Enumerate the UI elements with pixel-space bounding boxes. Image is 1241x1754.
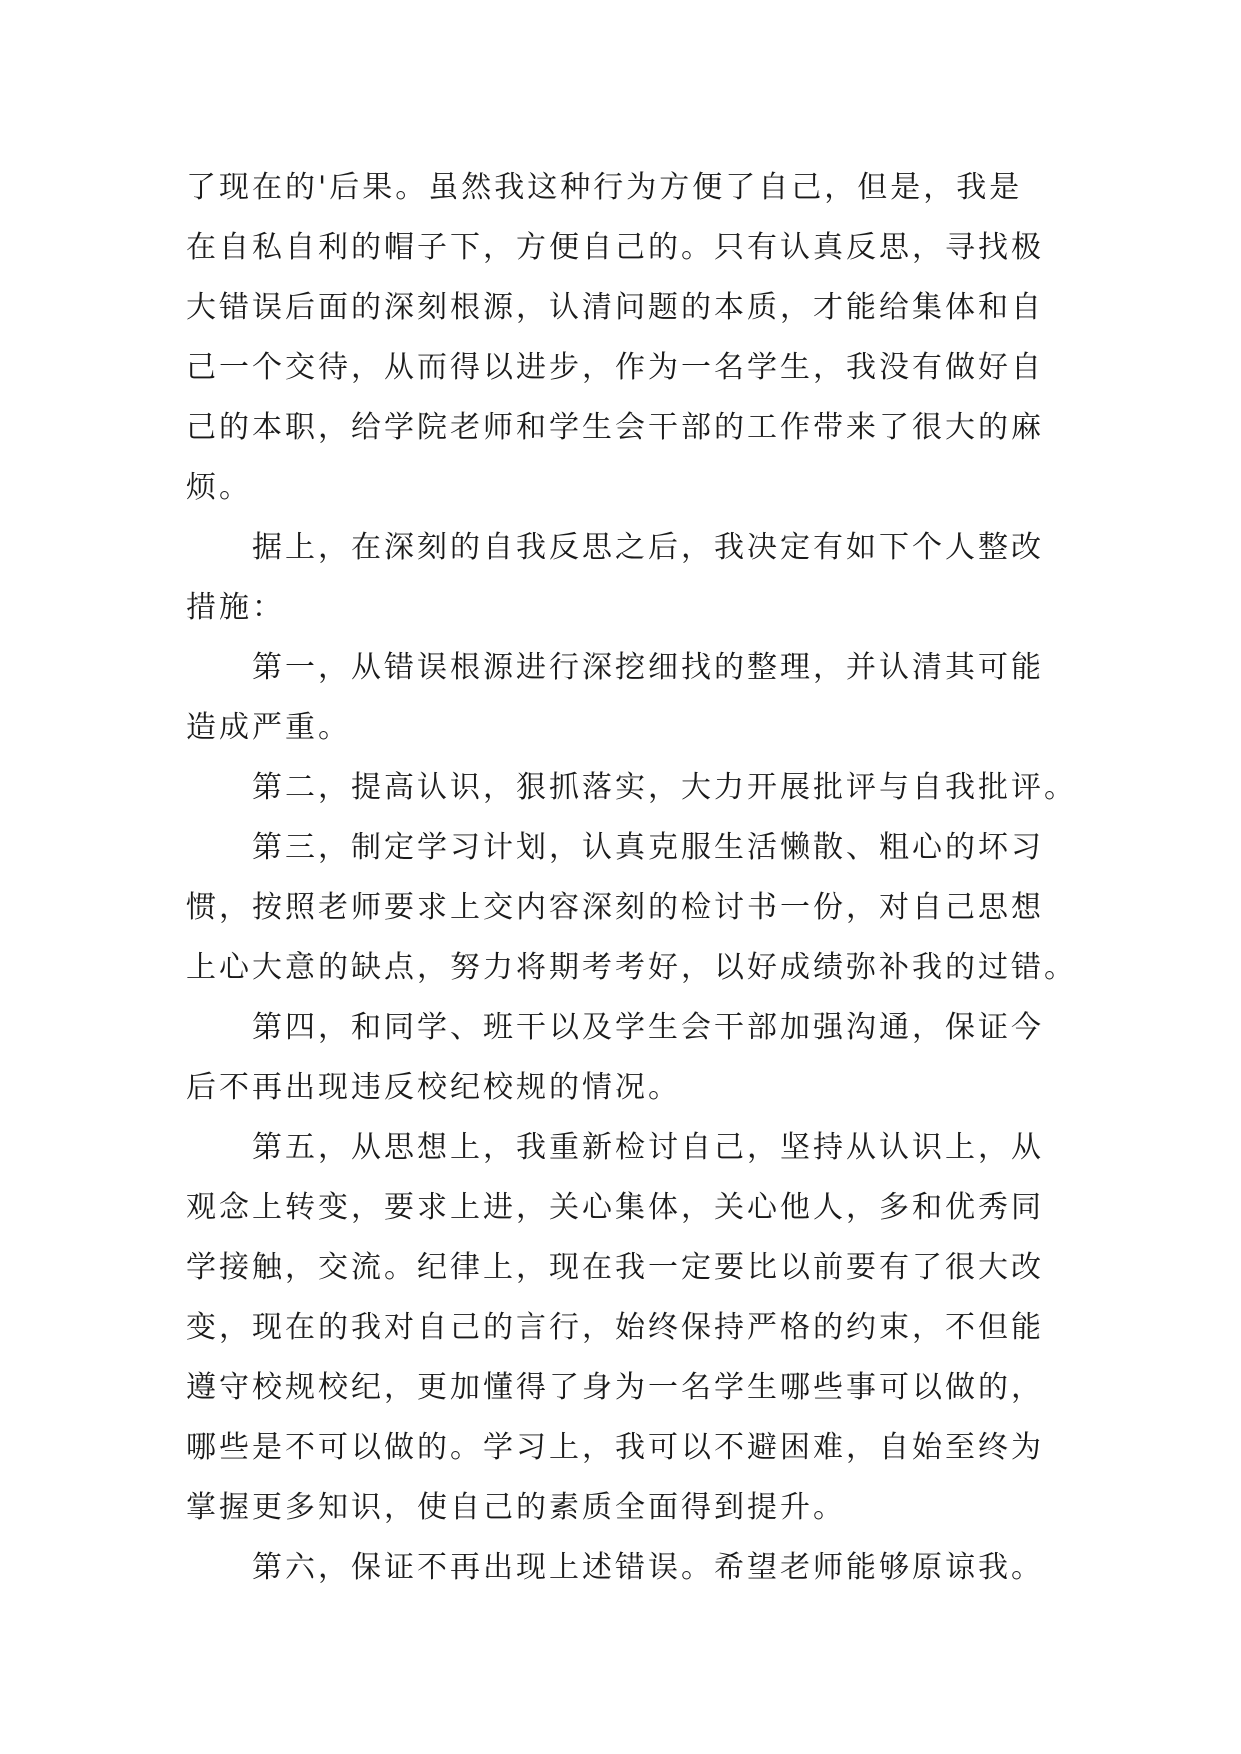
text-line: 在自私自利的帽子下，方便自己的。只有认真反思，寻找极 — [186, 230, 1044, 265]
text-line: 惯，按照老师要求上交内容深刻的检讨书一份，对自己思想 — [186, 890, 1044, 925]
text-line: 变，现在的我对自己的言行，始终保持严格的约束，不但能 — [186, 1310, 1044, 1345]
text-line: 遵守校规校纪，更加懂得了身为一名学生哪些事可以做的， — [186, 1370, 1044, 1405]
text-line: 措施： — [186, 590, 285, 625]
text-line: 第四，和同学、班干以及学生会干部加强沟通，保证今 — [252, 1010, 1044, 1045]
text-line: 第一，从错误根源进行深挖细找的整理，并认清其可能 — [252, 650, 1044, 685]
text-line: 己一个交待，从而得以进步，作为一名学生，我没有做好自 — [186, 350, 1044, 385]
text-line: 上心大意的缺点，努力将期考考好，以好成绩弥补我的过错。 — [186, 950, 1077, 985]
document-body — [186, 158, 1077, 1598]
text-line: 掌握更多知识，使自己的素质全面得到提升。 — [186, 1490, 846, 1525]
text-line: 据上，在深刻的自我反思之后，我决定有如下个人整改 — [252, 530, 1044, 565]
text-line: 学接触，交流。纪律上，现在我一定要比以前要有了很大改 — [186, 1250, 1044, 1285]
text-line: 后不再出现违反校纪校规的情况。 — [186, 1070, 681, 1105]
text-line: 观念上转变，要求上进，关心集体，关心他人，多和优秀同 — [186, 1190, 1044, 1225]
text-line: 己的本职，给学院老师和学生会干部的工作带来了很大的麻 — [186, 410, 1044, 445]
text-line: 哪些是不可以做的。学习上，我可以不避困难，自始至终为 — [186, 1430, 1044, 1465]
text-line: 第五，从思想上，我重新检讨自己，坚持从认识上，从 — [252, 1130, 1044, 1165]
text-line: 烦。 — [186, 470, 252, 505]
text-line: 造成严重。 — [186, 710, 351, 745]
text-line: 第六，保证不再出现上述错误。希望老师能够原谅我。 — [252, 1550, 1044, 1585]
text-line: 大错误后面的深刻根源，认清问题的本质，才能给集体和自 — [186, 290, 1044, 325]
text-line: 第三，制定学习计划，认真克服生活懒散、粗心的坏习 — [252, 830, 1044, 865]
text-line: 了现在的'后果。虽然我这种行为方便了自己，但是，我是 — [186, 170, 1023, 205]
text-line: 第二，提高认识，狠抓落实，大力开展批评与自我批评。 — [252, 770, 1077, 805]
